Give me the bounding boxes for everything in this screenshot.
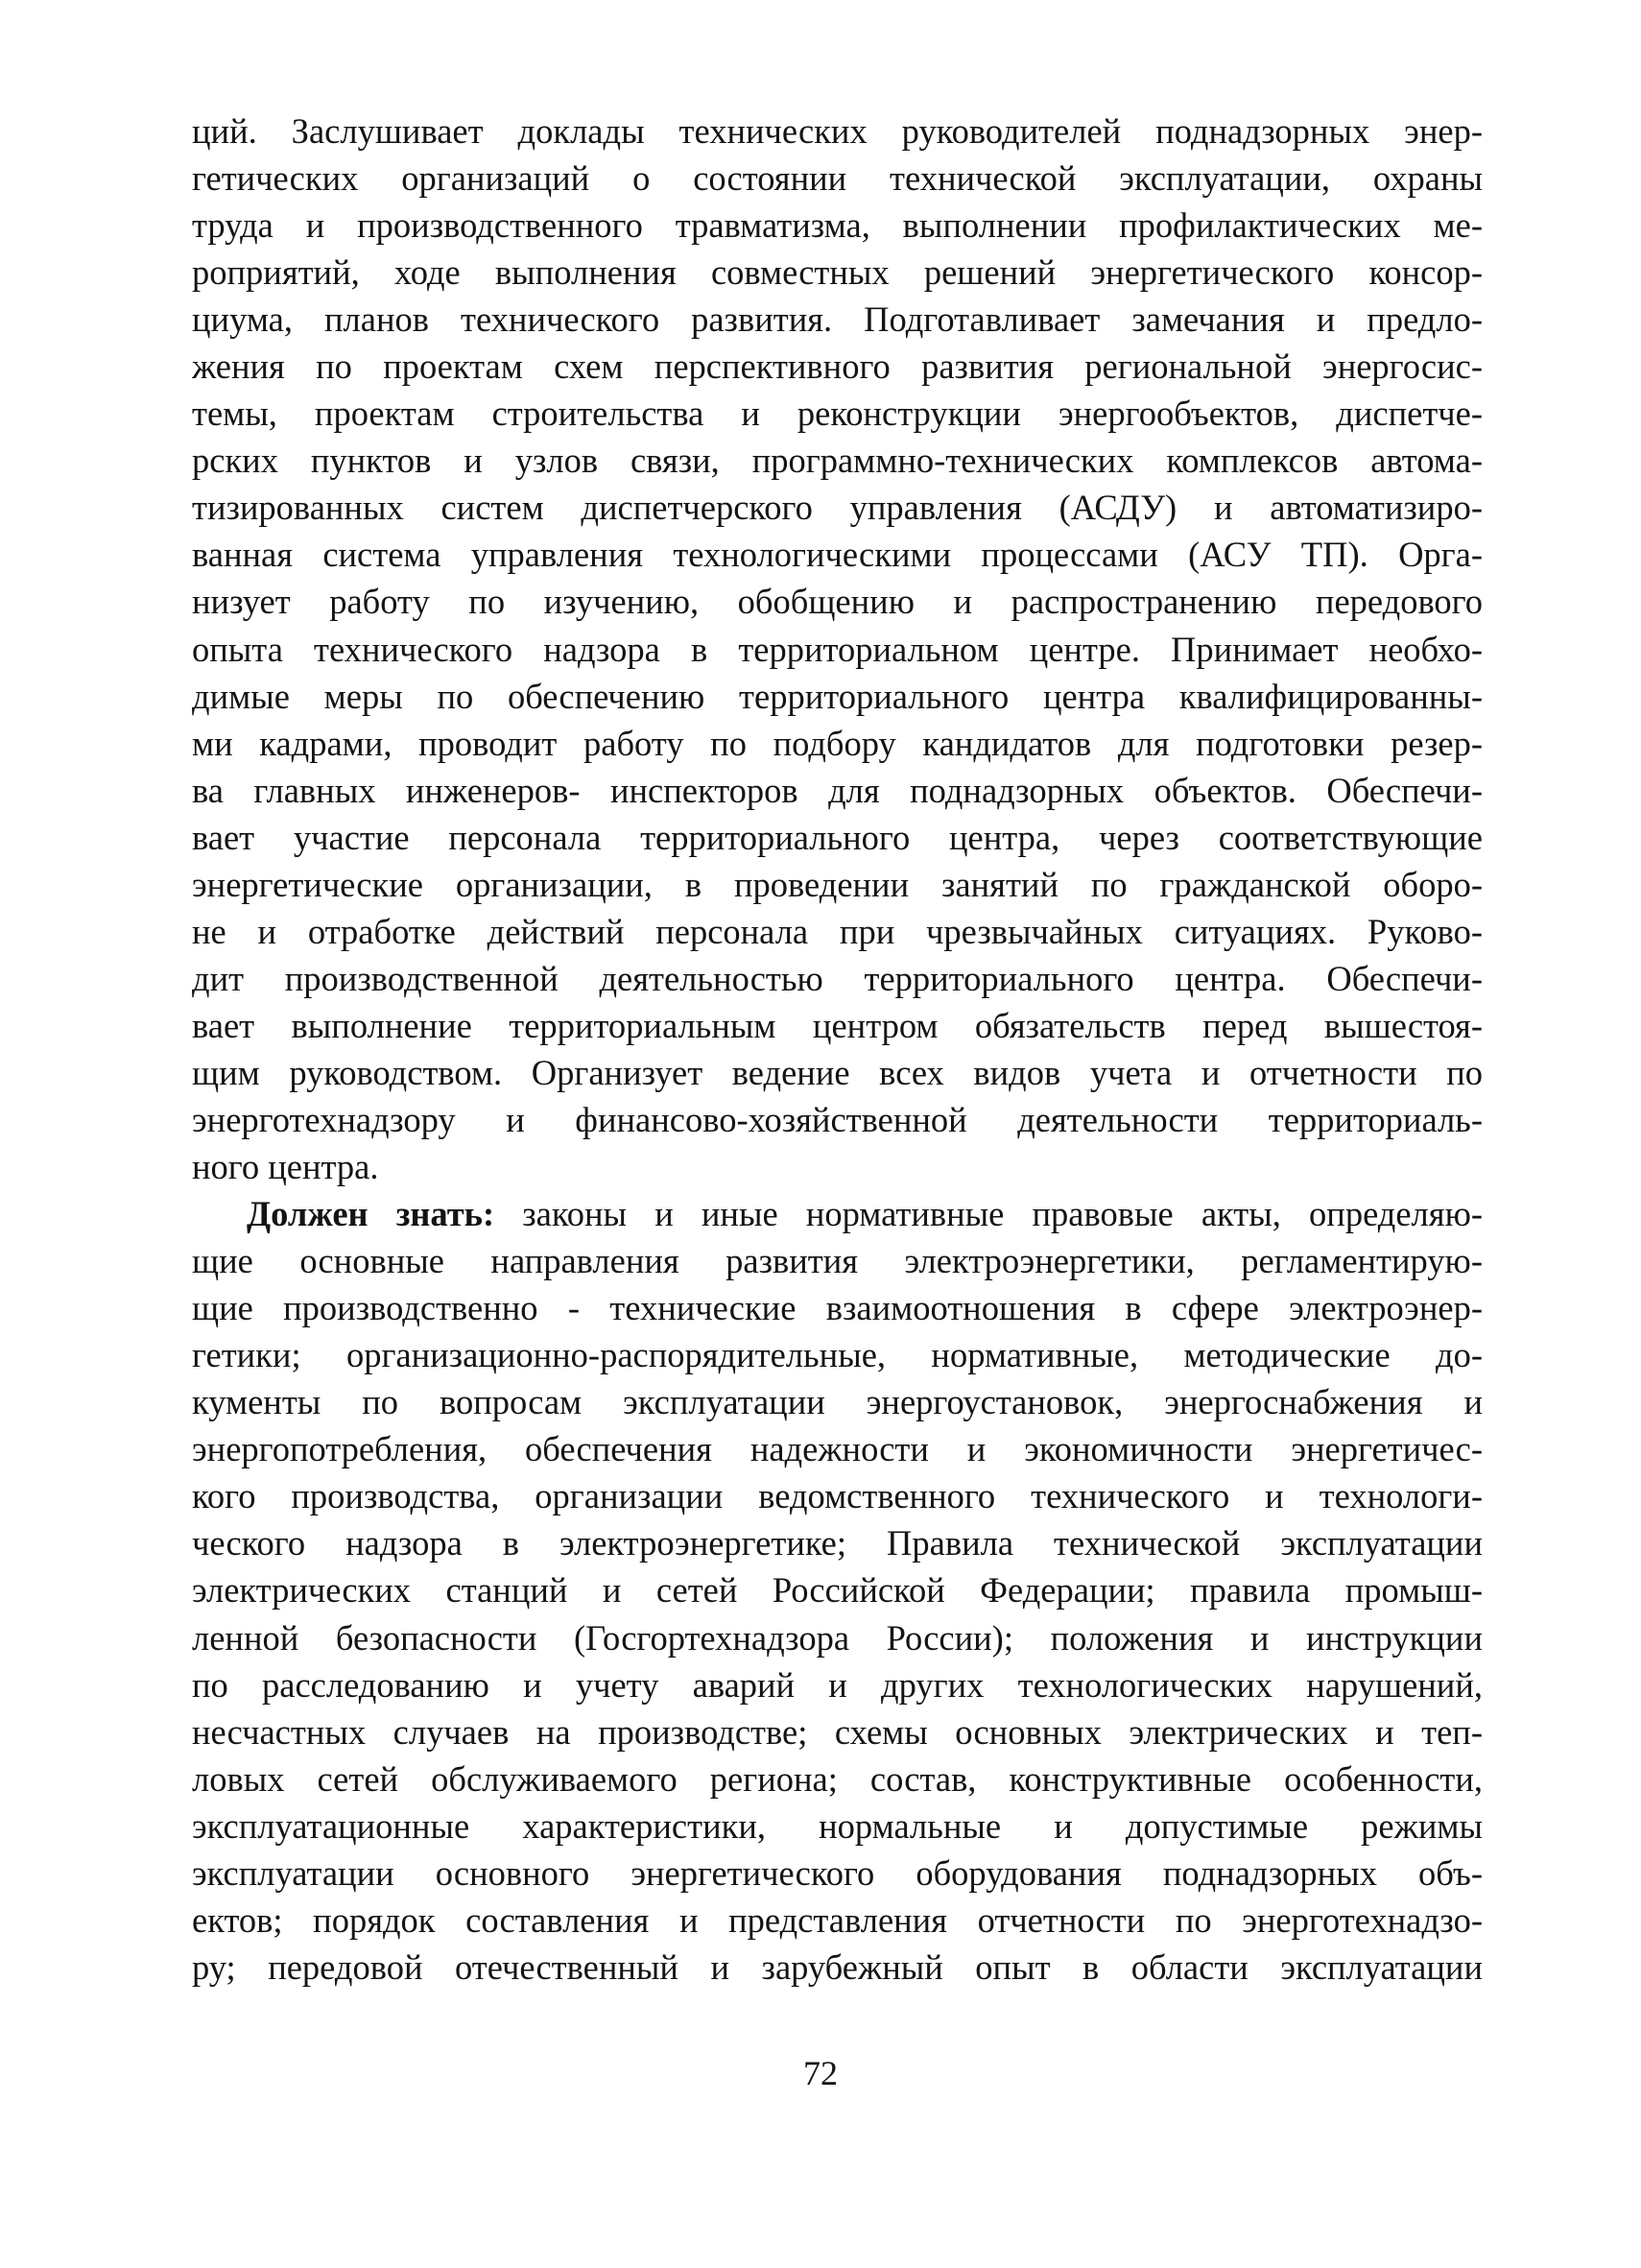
page-number: 72 — [803, 2054, 838, 2092]
text-line: тизированных систем диспетчерского управления (АСДУ) и автоматизиро- — [192, 488, 1483, 528]
lead-in-heading: Должен знать: — [247, 1194, 495, 1234]
text-line: ванная система управления технологическими процессами (АСУ ТП). Орга- — [192, 535, 1483, 575]
text-line: вает выполнение территориальным центром обязательств перед вышестоя- — [192, 1005, 1483, 1045]
text-line: эксплуатационные характеристики, нормальные и допустимые режимы — [192, 1805, 1483, 1846]
text-line: ческого надзора в электроэнергетике; Правила технической эксплуатации — [192, 1523, 1483, 1564]
text-line: дит производственной деятельностью территориального центра. Обеспечи- — [192, 958, 1483, 998]
text-line: кументы по вопросам эксплуатации энергоустановок, энергоснабжения и — [192, 1382, 1483, 1422]
text-line: не и отработке действий персонала при чрезвычайных ситуациях. Руково- — [192, 911, 1483, 951]
text-line: щим руководством. Организует ведение всех видов учета и отчетности по — [192, 1052, 1483, 1092]
text-line: низует работу по изучению, обобщению и распространению передового — [192, 582, 1483, 622]
text-line: рских пунктов и узлов связи, программно-технических комплексов автома- — [192, 441, 1483, 481]
text-line: энерготехнадзору и финансово-хозяйственной деятельности территориаль- — [192, 1099, 1483, 1139]
text-line: гетики; организационно-распорядительные, нормативные, методические до- — [192, 1335, 1483, 1375]
text-line: щие основные направления развития электроэнергетики, регламентирую- — [192, 1241, 1483, 1281]
text-line: энергопотребления, обеспечения надежности и экономичности энергетичес- — [192, 1429, 1483, 1469]
text-line: щие производственно - технические взаимоотношения в сфере электроэнер- — [192, 1288, 1483, 1328]
paragraph-1 — [192, 107, 1483, 1190]
text-line: несчастных случаев на производстве; схемы основных электрических и теп- — [192, 1711, 1483, 1752]
paragraph-2 — [192, 1190, 1483, 1991]
text-line: циума, планов технического развития. Подготавливает замечания и предло- — [192, 299, 1483, 340]
text-line: ми кадрами, проводит работу по подбору кандидатов для подготовки резер- — [192, 723, 1483, 763]
text-line: роприятий, ходе выполнения совместных решений энергетического консор- — [192, 252, 1483, 293]
text-line: труда и производственного травматизма, выполнении профилактических ме- — [192, 205, 1483, 246]
text-line: вает участие персонала территориального центра, через соответствующие — [192, 817, 1483, 857]
text-line: гетических организаций о состоянии технической эксплуатации, охраны — [192, 158, 1483, 199]
text-line: темы, проектам строительства и реконструкции энергообъектов, диспетче- — [192, 394, 1483, 434]
text-line: по расследованию и учету аварий и других технологических нарушений, — [192, 1664, 1483, 1705]
text-line: ру; передовой отечественный и зарубежный опыт в области эксплуатации — [192, 1946, 1483, 1987]
lead-in-continuation: законы и иные нормативные правовые акты, определяю- — [494, 1194, 1483, 1234]
text-line: опыта технического надзора в территориальном центре. Принимает необхо- — [192, 629, 1483, 669]
paragraph-2-first-line — [192, 1190, 1483, 1237]
text-line: димые меры по обеспечению территориального центра квалифицированны- — [192, 676, 1483, 716]
text-line: жения по проектам схем перспективного развития региональной энергосис- — [192, 346, 1483, 387]
text-line: ловых сетей обслуживаемого региона; состав, конструктивные особенности, — [192, 1758, 1483, 1799]
text-line: ва главных инженеров- инспекторов для поднадзорных объектов. Обеспечи- — [192, 770, 1483, 810]
body-text — [192, 107, 1483, 1991]
text-line: ций. Заслушивает доклады технических руководителей поднадзорных энер- — [192, 111, 1483, 151]
text-line: ного центра. — [192, 1147, 379, 1187]
text-line: кого производства, организации ведомственного технического и технологи- — [192, 1476, 1483, 1516]
text-line: ектов; порядок составления и представления отчетности по энерготехнадзо- — [192, 1899, 1483, 1940]
text-line: электрических станций и сетей Российской Федерации; правила промыш- — [192, 1570, 1483, 1611]
text-line: энергетические организации, в проведении занятий по гражданской оборо- — [192, 864, 1483, 904]
text-line: эксплуатации основного энергетического оборудования поднадзорных объ- — [192, 1852, 1483, 1893]
text-line: ленной безопасности (Госгортехнадзора России); положения и инструкции — [192, 1617, 1483, 1658]
